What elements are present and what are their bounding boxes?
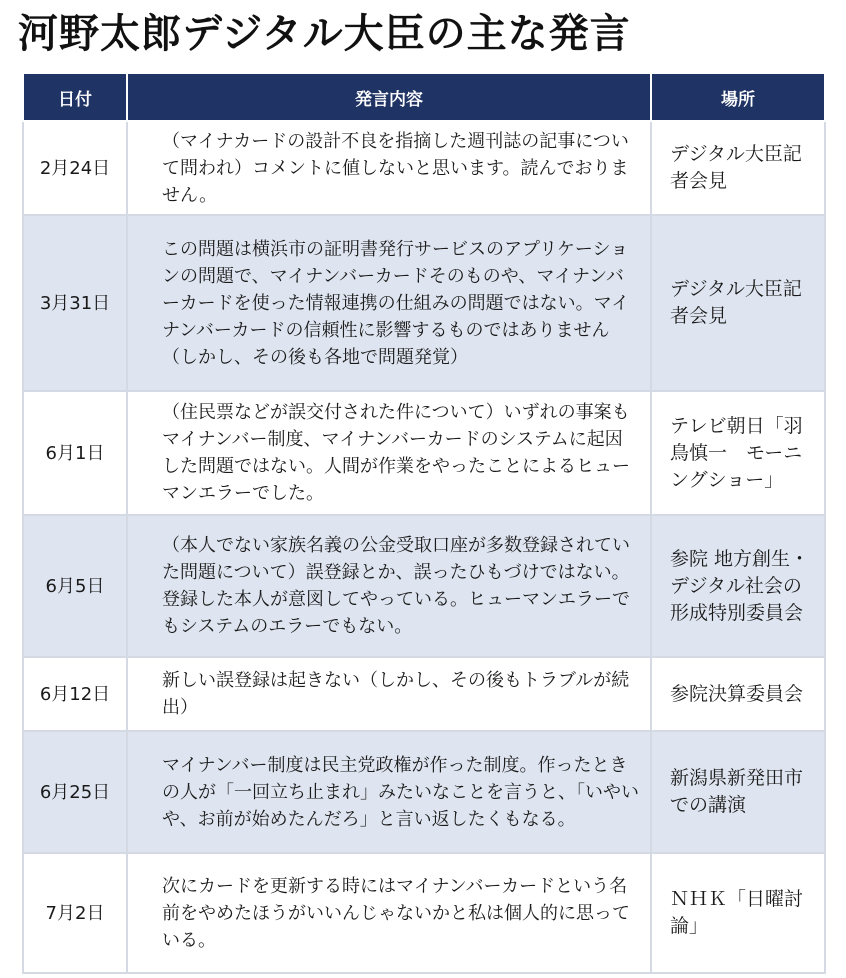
row-date: 6月1日 bbox=[23, 391, 127, 515]
row-date: 3月31日 bbox=[23, 215, 127, 391]
table-row bbox=[23, 657, 825, 731]
row-place: 参院 地方創生・デジタル社会の形成特別委員会 bbox=[651, 515, 825, 657]
table-header-row bbox=[23, 73, 825, 121]
row-statement: （マイナカードの設計不良を指摘した週刊誌の記事について問われ）コメントに値しないと思います。読んでおりません。 bbox=[127, 121, 651, 215]
row-statement: マイナンバー制度は民主党政権が作った制度。作ったときの人が「一回立ち止まれ」みたいなことを言うと、「いやいや、お前が始めたんだろ」と言い返したくもなる。 bbox=[127, 731, 651, 853]
table-row bbox=[23, 391, 825, 515]
table-row bbox=[23, 515, 825, 657]
row-statement: 新しい誤登録は起きない（しかし、その後もトラブルが続出） bbox=[127, 657, 651, 731]
table-row bbox=[23, 215, 825, 391]
row-place: テレビ朝日「羽鳥慎一 モーニングショー」 bbox=[651, 391, 825, 515]
table-row bbox=[23, 853, 825, 973]
row-place: 新潟県新発田市での講演 bbox=[651, 731, 825, 853]
row-date: 6月25日 bbox=[23, 731, 127, 853]
row-date: 6月12日 bbox=[23, 657, 127, 731]
table-row bbox=[23, 121, 825, 215]
row-statement: 次にカードを更新する時にはマイナンバーカードという名前をやめたほうがいいんじゃないかと私は個人的に思っている。 bbox=[127, 853, 651, 973]
page-title: 河野太郎デジタル大臣の主な発言 bbox=[18, 11, 631, 57]
table-row bbox=[23, 731, 825, 853]
row-place: 参院決算委員会 bbox=[651, 657, 825, 731]
row-date: 7月2日 bbox=[23, 853, 127, 973]
row-place: デジタル大臣記者会見 bbox=[651, 215, 825, 391]
row-place: デジタル大臣記者会見 bbox=[651, 121, 825, 215]
row-statement: この問題は横浜市の証明書発行サービスのアプリケーションの問題で、マイナンバーカードそのものや、マイナンバーカードを使った情報連携の仕組みの問題ではない。マイナンバーカードの信頼性に影響するものではありません（しかし、その後も各地で問題発覚） bbox=[127, 215, 651, 391]
header-place: 場所 bbox=[651, 73, 825, 121]
row-place: ＮＨＫ「日曜討論」 bbox=[651, 853, 825, 973]
row-statement: （住民票などが誤交付された件について）いずれの事案もマイナンバー制度、マイナンバーカードのシステムに起因した問題ではない。人間が作業をやったことによるヒューマンエラーでした。 bbox=[127, 391, 651, 515]
row-date: 6月5日 bbox=[23, 515, 127, 657]
statements-table bbox=[22, 72, 826, 974]
row-date: 2月24日 bbox=[23, 121, 127, 215]
header-date: 日付 bbox=[23, 73, 127, 121]
row-statement: （本人でない家族名義の公金受取口座が多数登録されていた問題について）誤登録とか、誤ったひもづけではない。登録した本人が意図してやっている。ヒューマンエラーでもシステムのエラーでもない。 bbox=[127, 515, 651, 657]
header-statement: 発言内容 bbox=[127, 73, 651, 121]
